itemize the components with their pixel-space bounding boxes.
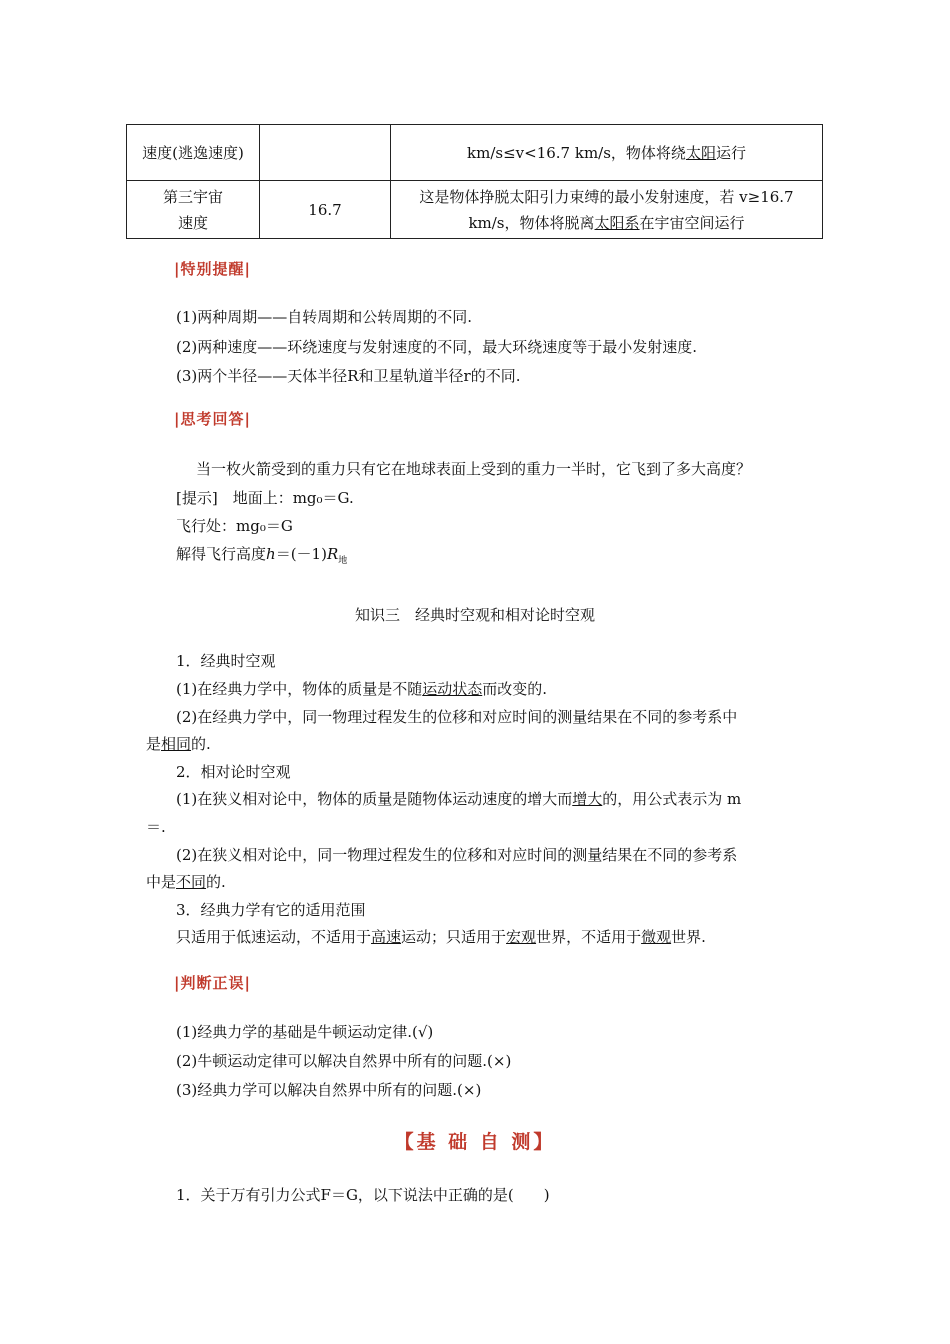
cosmic-velocity-table: [126, 124, 823, 239]
velocity-value-cell: [260, 125, 391, 181]
velocity-value-cell: 16.7: [260, 181, 391, 239]
velocity-name-cell: 第三宇宙 速度: [127, 181, 260, 239]
velocity-desc-cell: km/s≤v<16.7 km/s，物体将绕太阳运行: [391, 125, 823, 181]
think-question: 当一枚火箭受到的重力只有它在地球表面上受到的重力一半时，它飞到了多大高度？: [196, 460, 752, 478]
judge-line: (3)经典力学可以解决自然界中所有的问题.(×): [176, 1081, 482, 1099]
table-row: [127, 181, 823, 239]
paragraph-line: 中是不同的.: [146, 873, 226, 891]
hint-line: 解得飞行高度$h=(-1)R_地$: [176, 545, 348, 566]
special-reminder-tag: |特别提醒|: [174, 260, 251, 278]
judge-line: (2)牛顿运动定律可以解决自然界中所有的问题.(×): [176, 1052, 512, 1070]
hint-line: [提示] 地面上：mg₀＝G.: [176, 489, 354, 507]
reminder-line: (3)两个半径——天体半径R和卫星轨道半径r的不同.: [176, 367, 521, 385]
paragraph-line: (2)在狭义相对论中，同一物理过程发生的位移和对应时间的测量结果在不同的参考系: [176, 846, 738, 864]
paragraph-line: 是相同的.: [146, 735, 211, 753]
subheading: 2．相对论时空观: [176, 763, 291, 781]
subheading: 1．经典时空观: [176, 652, 276, 670]
paragraph-line: (1)在狭义相对论中，物体的质量是随物体运动速度的增大而增大的，用公式表示为 m: [176, 790, 742, 808]
judge-line: (1)经典力学的基础是牛顿运动定律.(√): [176, 1023, 434, 1041]
section-heading: 知识三 经典时空观和相对论时空观: [354, 606, 595, 624]
velocity-name-cell: 速度(逃逸速度): [127, 125, 260, 181]
paragraph-line: (1)在经典力学中，物体的质量是不随运动状态而改变的.: [176, 680, 548, 698]
table-row: [127, 125, 823, 181]
hint-line: 飞行处：mg₀＝G: [176, 517, 293, 535]
think-answer-tag: |思考回答|: [174, 410, 251, 428]
true-false-tag: |判断正误|: [174, 974, 251, 992]
paragraph-line: ＝.: [146, 818, 166, 836]
paragraph-line: 只适用于低速运动，不适用于高速运动；只适用于宏观世界，不适用于微观世界.: [176, 928, 706, 946]
subheading: 3．经典力学有它的适用范围: [176, 901, 366, 919]
basic-test-title: 【基 础 自 测】: [394, 1131, 556, 1153]
velocity-desc-cell: 这是物体挣脱太阳引力束缚的最小发射速度，若 v≥16.7 km/s，物体将脱离太阳系在宇宙空间运行: [391, 181, 823, 239]
reminder-line: (2)两种速度——环绕速度与发射速度的不同，最大环绕速度等于最小发射速度.: [176, 338, 698, 356]
question-line: 1．关于万有引力公式F＝G，以下说法中正确的是( ): [176, 1186, 550, 1204]
reminder-line: (1)两种周期——自转周期和公转周期的不同.: [176, 308, 473, 326]
paragraph-line: (2)在经典力学中，同一物理过程发生的位移和对应时间的测量结果在不同的参考系中: [176, 708, 738, 726]
